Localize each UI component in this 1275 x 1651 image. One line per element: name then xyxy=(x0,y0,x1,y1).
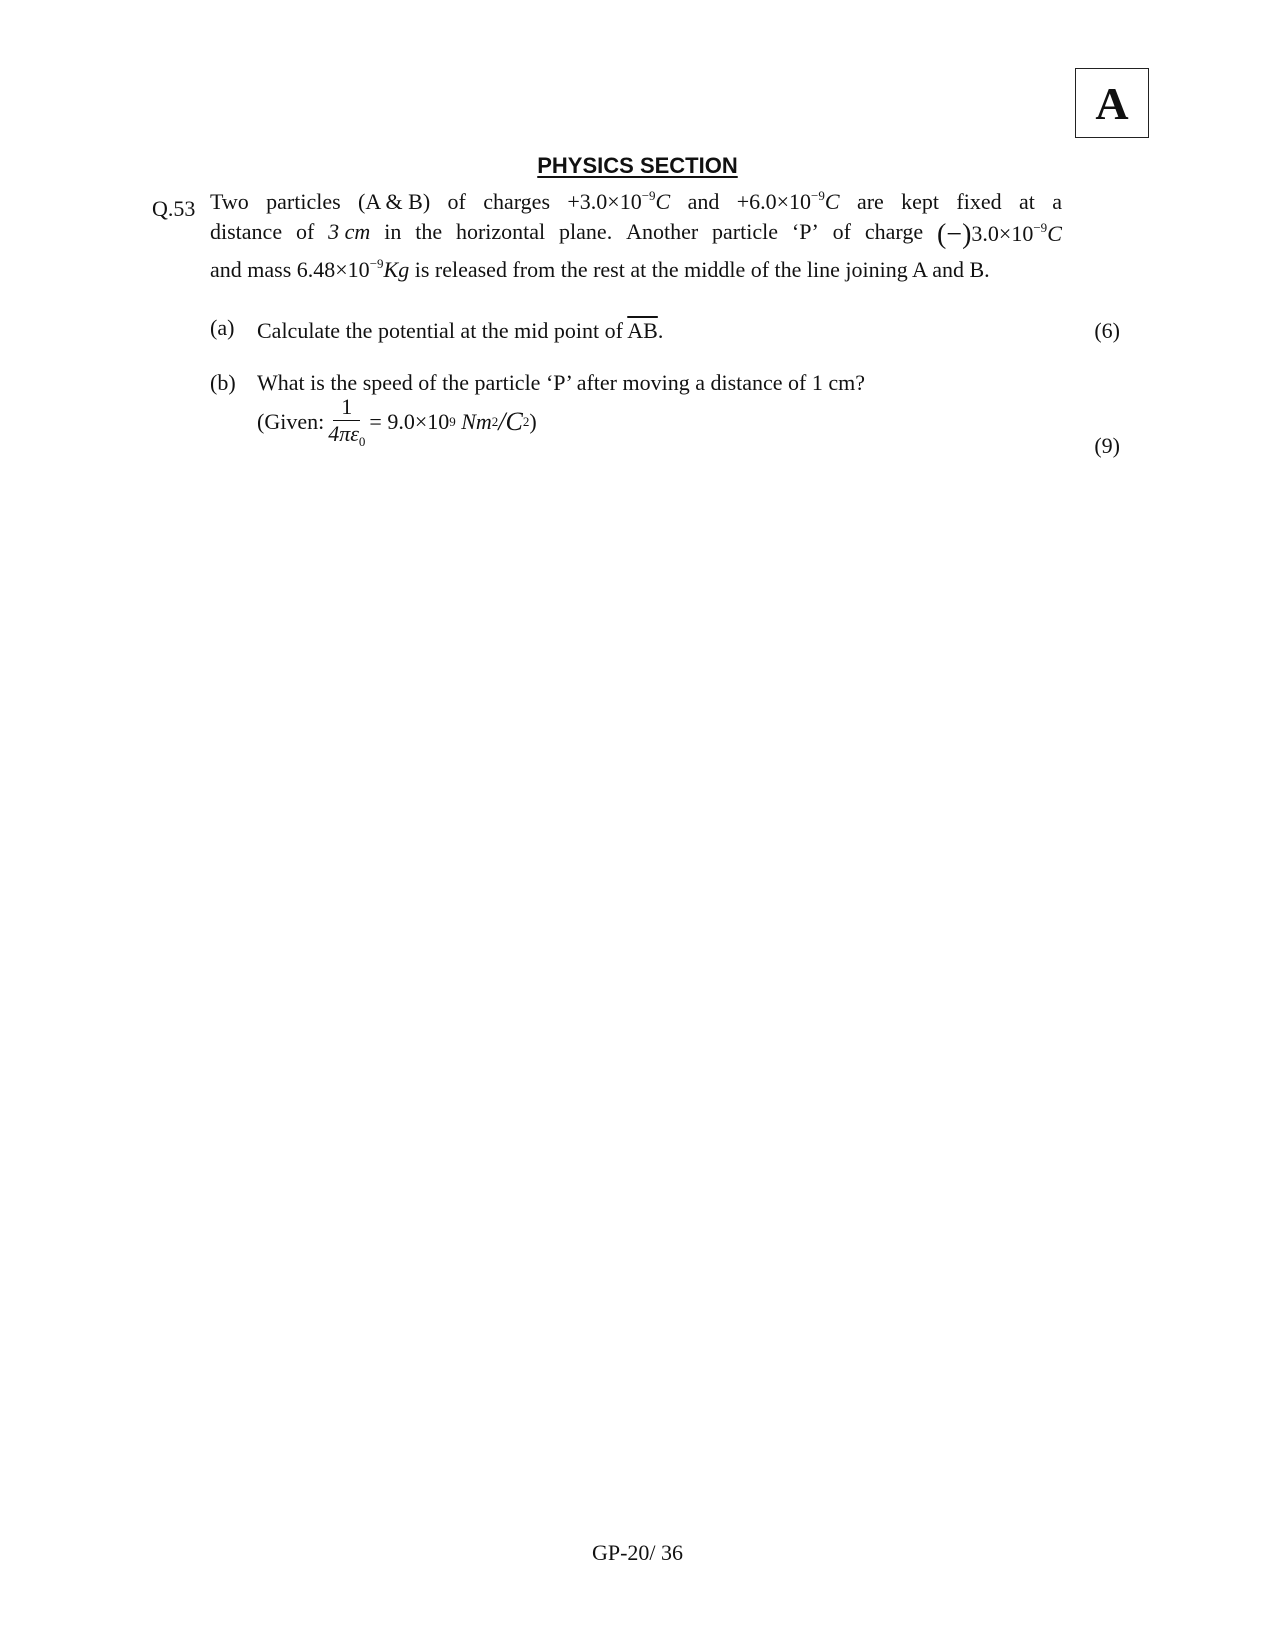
word: the xyxy=(415,219,443,244)
word: of xyxy=(447,189,466,214)
word: of xyxy=(295,219,315,244)
mass-value: $6.48\times 10^{-9}Kg$ xyxy=(296,256,410,282)
word: distance xyxy=(210,219,283,244)
series-code: A xyxy=(1095,77,1129,129)
part-b-text: What is the speed of the particle ‘P’ after moving a distance of 1 cm? xyxy=(257,370,866,395)
word: particles xyxy=(266,189,341,214)
word: are xyxy=(856,189,884,214)
word: fixed xyxy=(956,189,1002,214)
word: a xyxy=(1052,189,1062,214)
series-code-box xyxy=(1075,68,1149,138)
word: of xyxy=(832,219,851,244)
charge-b: $+6.0\times 10^{-9}C$ xyxy=(736,188,840,214)
page-footer: GP-20/ 36 xyxy=(591,1540,684,1565)
word: Two xyxy=(210,189,249,214)
question-line-2 xyxy=(210,219,1062,251)
word: Another xyxy=(626,219,699,244)
section-title: PHYSICS SECTION xyxy=(537,153,738,178)
part-a-label: (a) xyxy=(210,315,235,340)
word: and xyxy=(687,189,720,214)
word: plane. xyxy=(559,219,613,244)
word: at xyxy=(1018,189,1035,214)
word: charges xyxy=(483,189,551,214)
word: kept xyxy=(901,189,940,214)
given-constant: (Given: $\frac{1}{4\pi\varepsilon_0}$ = 9.0×10 9 Nm 2 /C 2 ) xyxy=(257,394,537,449)
part-a-marks: (6) xyxy=(1094,318,1120,343)
question-line-3: and mass $6.48\times 10^{-9}Kg$ is released from the rest at the middle of the line joining A and B. xyxy=(210,256,990,282)
charge-p: $(-)3.0\times 10^{-9}C$ xyxy=(936,219,1062,250)
part-b-label: (b) xyxy=(210,370,236,395)
word: (A & B) xyxy=(358,189,431,214)
charge-a: $+3.0\times 10^{-9}C$ xyxy=(567,188,671,214)
distance-value: 3 cm xyxy=(328,219,371,244)
question-number: Q.53 xyxy=(152,196,196,221)
word: particle xyxy=(712,219,779,244)
part-b-marks: (9) xyxy=(1094,433,1120,458)
segment-ab: $\overline{AB}$ xyxy=(627,318,658,343)
coulomb-fraction: $\frac{1}{4\pi\varepsilon_0}$ xyxy=(328,394,366,449)
word: in xyxy=(384,219,402,244)
word: charge xyxy=(864,219,924,244)
question-line-1 xyxy=(210,189,1062,215)
part-a-text: Calculate the potential at the mid point of $\overline{AB}$. xyxy=(257,318,664,343)
word: horizontal xyxy=(455,219,546,244)
word: ‘P’ xyxy=(791,219,819,244)
